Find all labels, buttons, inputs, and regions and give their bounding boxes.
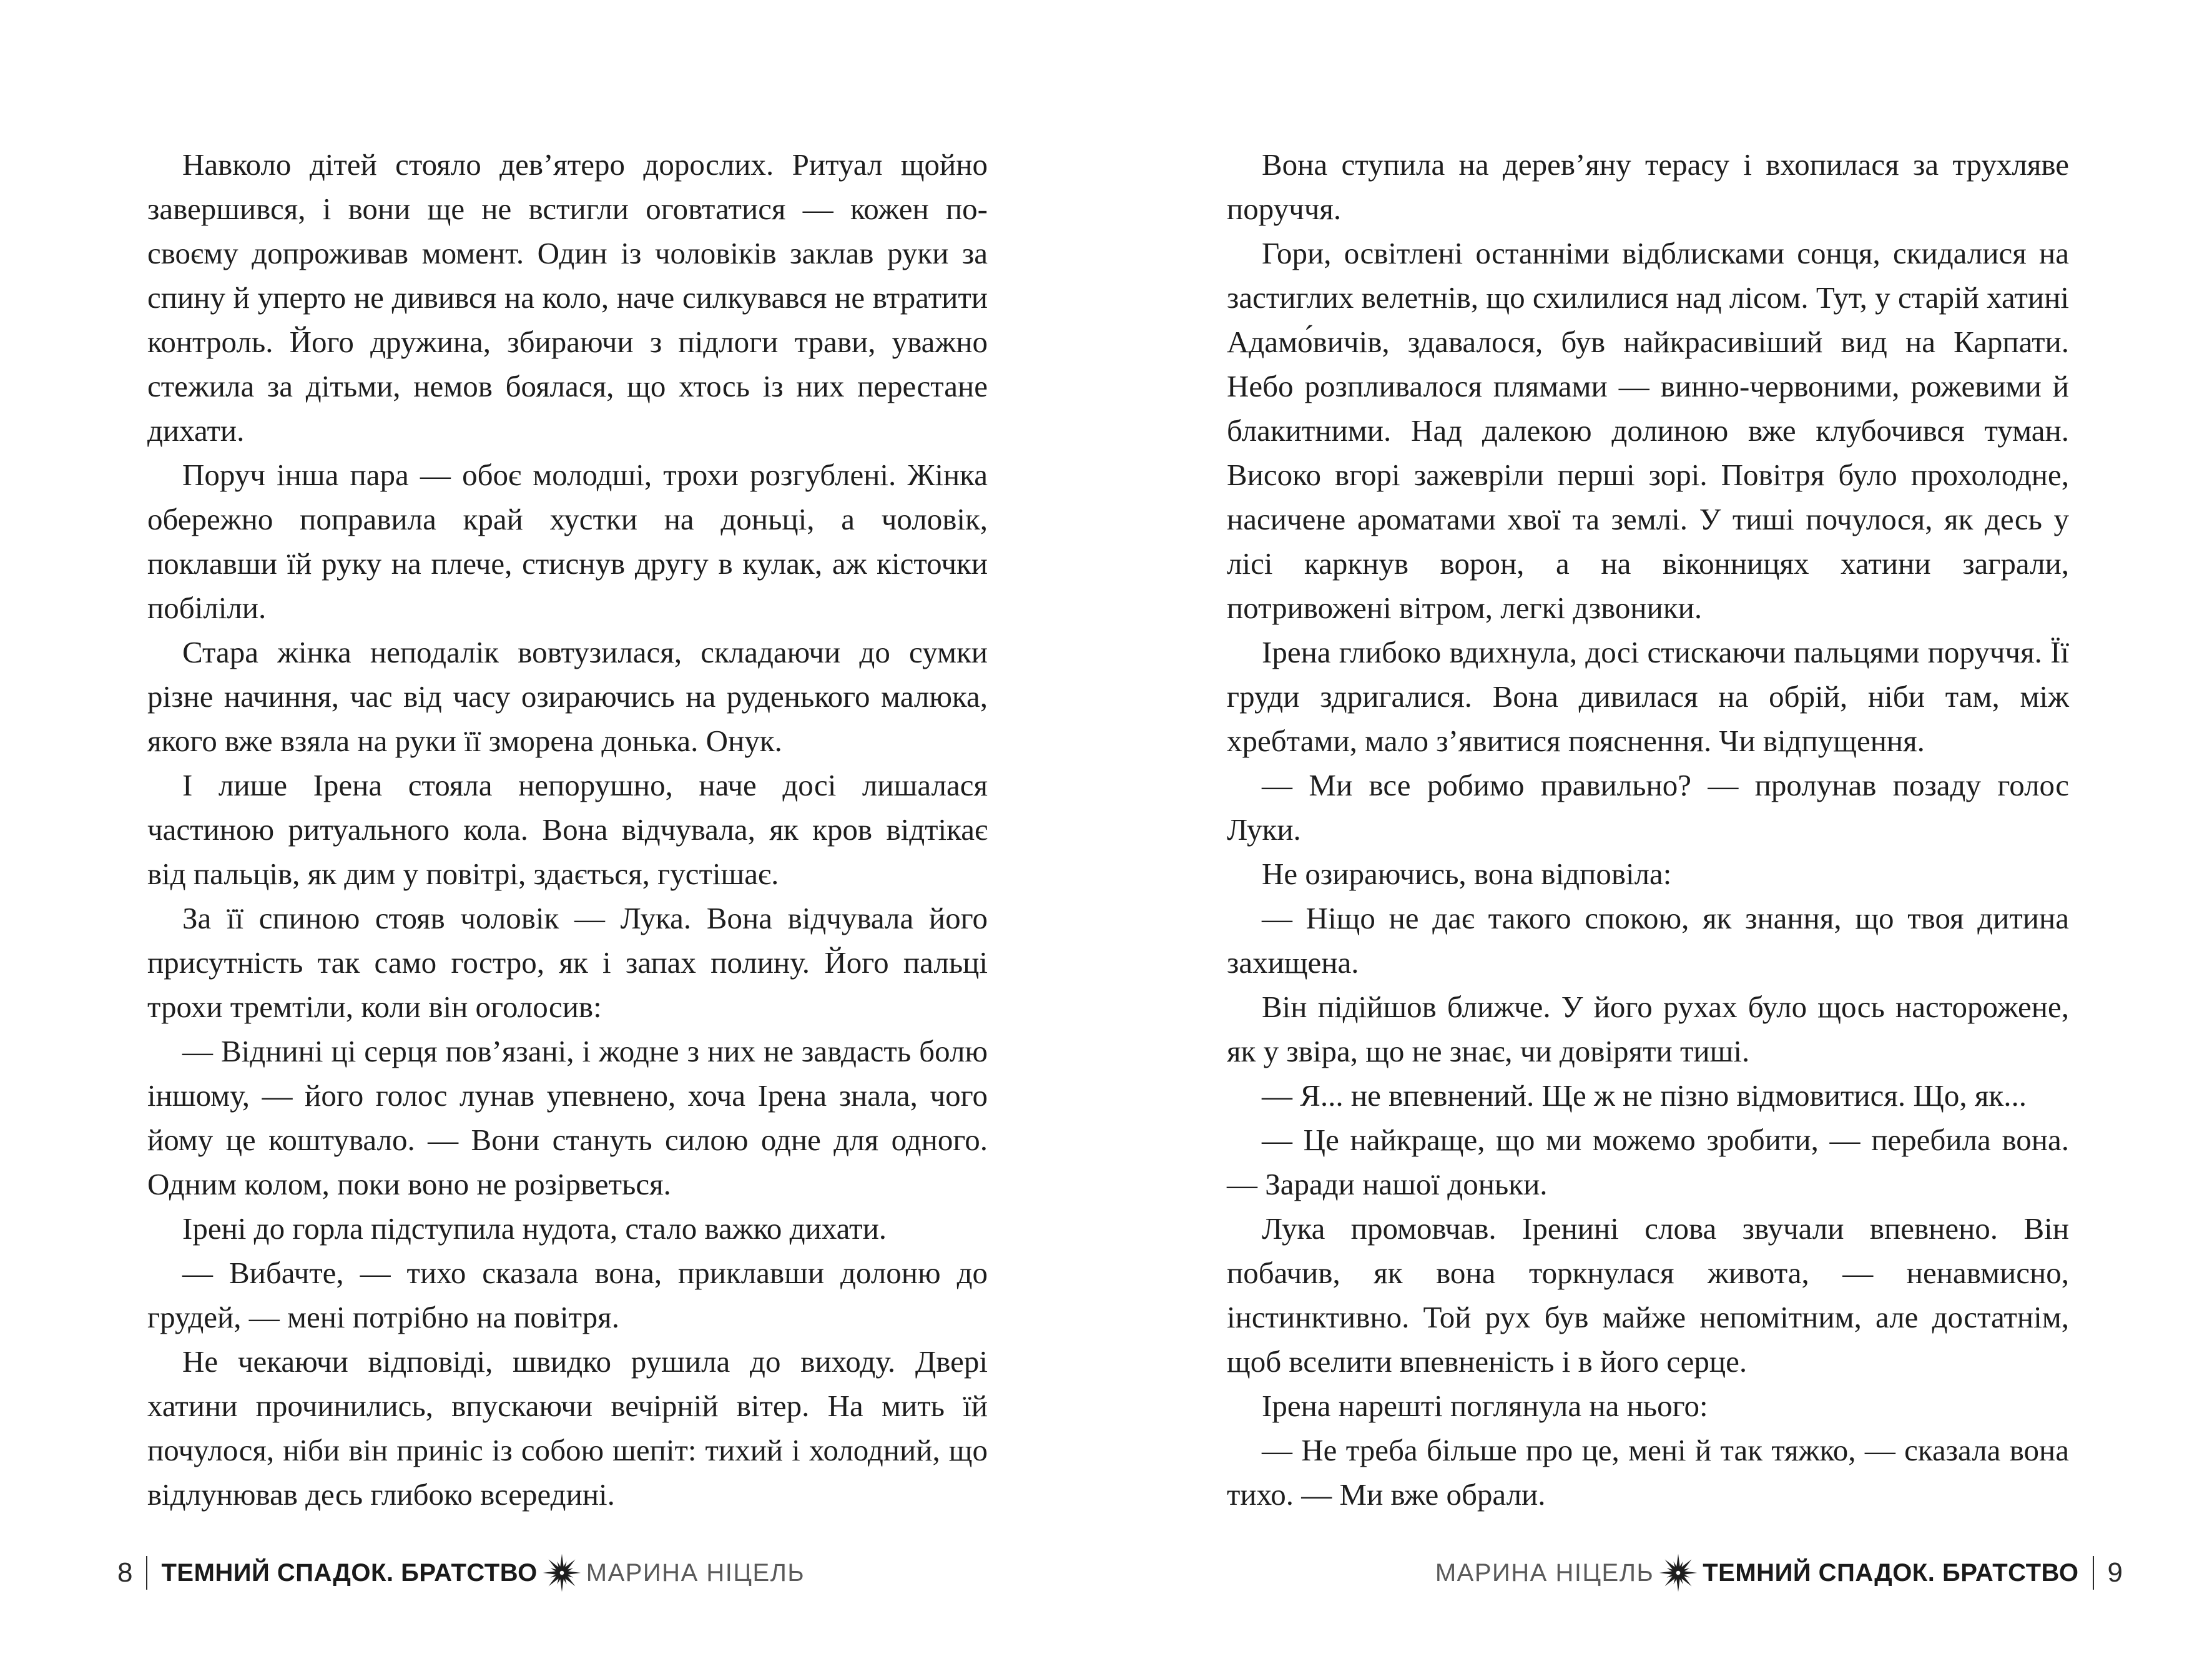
paragraph: Вона ступила на дерев’яну терасу і вхопилася за трухляве поруччя.	[1227, 147, 2069, 226]
paragraph: Не озираючись, вона відповіла:	[1262, 857, 1672, 891]
paragraph: Не чекаючи відповіді, швидко рушила до виходу. Двері хатини прочинились, впускаючи вечірній вітер. На мить їй почулося, ніби він приніс із собою шепіт: тихий і холодний, що відлунював десь глибоко всередині.	[147, 1344, 988, 1512]
paragraph: За її спиною стояв чоловік — Лука. Вона відчувала його присутність так само гостро, як і запах полину. Його пальці трохи тремтіли, коли він оголосив:	[147, 901, 988, 1024]
author-name: МАРИНА НІЦЕЛЬ	[1435, 1558, 1654, 1587]
paragraph: — Я... не впевнений. Ще ж не пізно відмовитися. Що, як...	[1262, 1078, 2027, 1113]
paragraph: Він підійшов ближче. У його рухах було щось насторожене, як у звіра, що не знає, чи довіряти тиші.	[1227, 990, 2069, 1068]
paragraph: Ірена нарешті поглянула на нього:	[1262, 1389, 1708, 1423]
paragraph: Лука промовчав. Іренині слова звучали впевнено. Він побачив, як вона торкнулася живота, — ненавмисно, інстинктивно. Той рух був майже непомітним, але достатнім, щоб вселити впевненість і в його серце.	[1227, 1211, 2069, 1379]
right-page	[1106, 0, 2212, 1659]
paragraph: Навколо дітей стояло дев’ятеро дорослих. Ритуал щойно завершився, і вони ще не встигли оговтатися — кожен по-своєму допроживав момент. Один із чоловіків заклав руки за спину й уперто не дивився на коло, наче силкувався не втратити контроль. Його дружина, збираючи з підлоги трави, уважно стежила за дітьми, немов боялася, що хтось із них перестане дихати.	[147, 147, 988, 448]
footer-divider	[146, 1556, 147, 1590]
book-title: ТЕМНИЙ СПАДОК. БРАТСТВО	[161, 1558, 538, 1587]
paragraph: — Ніщо не дає такого спокою, як знання, що твоя дитина захищена.	[1227, 901, 2069, 980]
left-page-footer	[117, 1551, 805, 1595]
book-title: ТЕМНИЙ СПАДОК. БРАТСТВО	[1703, 1558, 2079, 1587]
left-page-text	[147, 142, 988, 1517]
paragraph: — Вибачте, — тихо сказала вона, приклавши долоню до грудей, — мені потрібно на повітря.	[147, 1256, 988, 1334]
paragraph: І лише Ірена стояла непорушно, наче досі лишалася частиною ритуального кола. Вона відчувала, як кров відтікає від пальців, як дим у повітрі, здається, густішає.	[147, 768, 988, 891]
paragraph: — Віднині ці серця пов’язані, і жодне з них не завдасть болю іншому, — його голос лунав упевнено, хоча Ірена знала, чого йому це коштувало. — Вони стануть силою одне для одного. Одним колом, поки воно не розірветься.	[147, 1034, 988, 1201]
paragraph: Поруч інша пара — обоє молодші, трохи розгублені. Жінка обережно поправила край хустки на доньці, а чоловік, поклавши їй руку на плече, стиснув другу в кулак, аж кісточки побіліли.	[147, 458, 988, 625]
paragraph: Ірена глибоко вдихнула, досі стискаючи пальцями поруччя. Її груди здригалися. Вона дивилася на обрій, ніби там, між хребтами, мало з’явитися пояснення. Чи відпущення.	[1227, 635, 2069, 758]
paragraph: Стара жінка неподалік вовтузилася, складаючи до сумки різне начиння, час від часу озираючись на руденького малюка, якого вже взяла на руки її зморена донька. Онук.	[147, 635, 988, 758]
paragraph: Ірені до горла підступила нудота, стало важко дихати.	[182, 1211, 887, 1246]
footer-divider	[2093, 1556, 2094, 1590]
page-number: 8	[117, 1557, 133, 1588]
paragraph: — Не треба більше про це, мені й так тяжко, — сказала вона тихо. — Ми вже обрали.	[1227, 1433, 2069, 1512]
paragraph: Гори, освітлені останніми відблисками сонця, скидалися на застиглих велетнів, що схилилися над лісом. Тут, у старій хатині Адамо́вичів, здавалося, був найкрасивіший вид на Карпати. Небо розпливалося плямами — винно-червоними, рожевими й блакитними. Над далекою долиною вже клубочився туман. Високо вгорі зажевріли перші зорі. Повітря було прохолодне, насичене ароматами хвої та землі. У тиші почулося, як десь у лісі каркнув ворон, а на віконницях хатини заграли, потривожені вітром, легкі дзвоники.	[1227, 236, 2069, 625]
page-number: 9	[2107, 1557, 2123, 1588]
author-name: МАРИНА НІЦЕЛЬ	[586, 1558, 805, 1587]
paragraph: — Ми все робимо правильно? — пролунав позаду голос Луки.	[1227, 768, 2069, 847]
right-page-text	[1227, 142, 2069, 1517]
eight-point-star-icon	[1658, 1552, 1699, 1593]
right-page-footer	[1435, 1551, 2123, 1595]
paragraph: — Це найкраще, що ми можемо зробити, — перебила вона. — Заради нашої доньки.	[1227, 1123, 2069, 1201]
eight-point-star-icon	[541, 1552, 582, 1593]
